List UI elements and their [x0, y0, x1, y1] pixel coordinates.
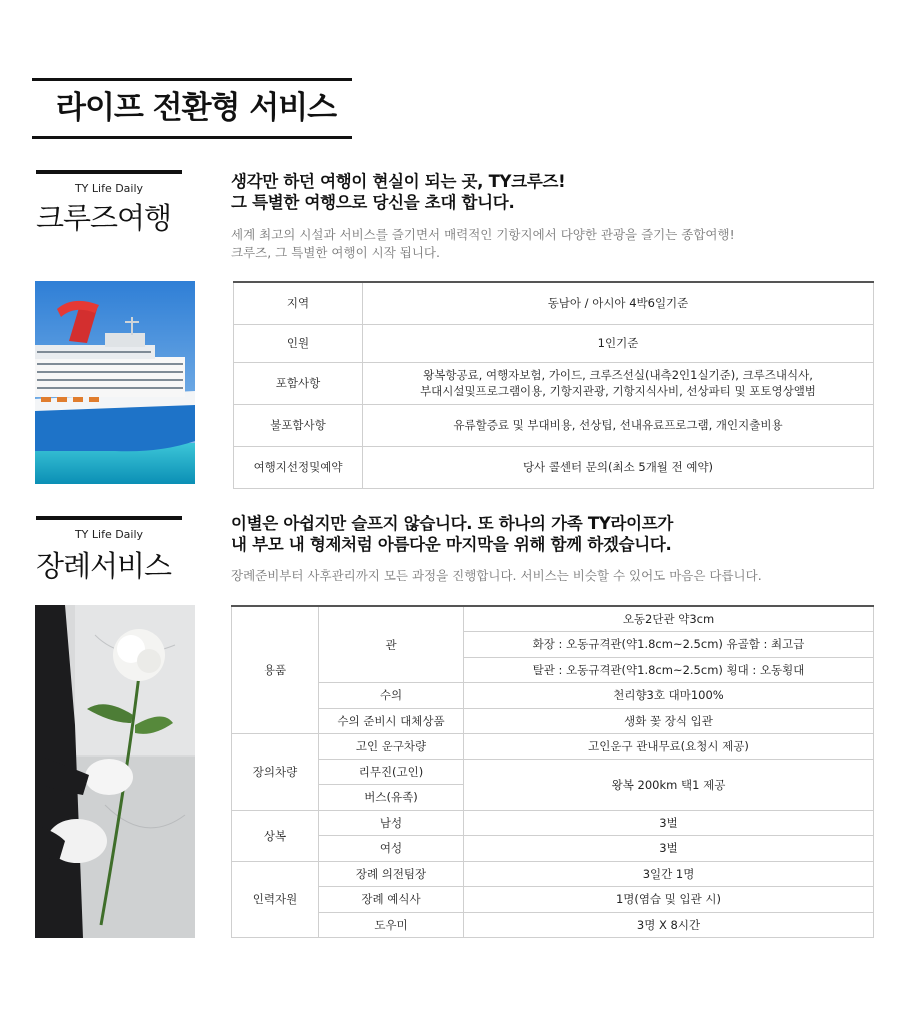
table-row	[232, 887, 874, 913]
cruise-headline-1: 생각만 하던 여행이 현실이 되는 곳, TY크루즈!	[231, 172, 566, 191]
female-value: 3벌	[464, 836, 874, 862]
cruise-description-1: 세계 최고의 시설과 서비스를 즐기면서 매력적인 기항지에서 다양한 관광을 즐기는 종합여행!	[231, 227, 735, 242]
table-row	[232, 759, 874, 785]
item-limousine: 리무진(고인)	[319, 759, 464, 785]
item-helper: 도우미	[319, 912, 464, 938]
funeral-headline-1: 이별은 아쉽지만 슬프지 않습니다. 또 하나의 가족 TY라이프가	[231, 514, 674, 533]
male-value: 3벌	[464, 810, 874, 836]
included-line-1: 왕복항공료, 여행자보험, 가이드, 크루즈선실(내측2인1실기준), 크루즈내식사,	[423, 368, 813, 382]
category-supplies: 용품	[232, 606, 319, 734]
ritual-officiant-value: 1명(염습 및 입관 시)	[464, 887, 874, 913]
cruise-headline-2: 그 특별한 여행으로 당신을 초대 합니다.	[231, 193, 515, 212]
included-line-2: 부대시설및프로그램이용, 기항지관광, 기항지식사비, 선상파티 및 포토영상앨범	[420, 384, 816, 398]
item-bus: 버스(유족)	[319, 785, 464, 811]
cruise-label-bar	[36, 170, 182, 174]
coffin-value-1: 오동2단관 약3cm	[464, 606, 874, 632]
cruise-kicker: TY Life Daily	[74, 182, 144, 195]
table-row	[232, 912, 874, 938]
row-value-people: 1인기준	[363, 324, 874, 362]
row-value-excluded: 유류할증료 및 부대비용, 선상팁, 선내유료프로그램, 개인지출비용	[363, 404, 874, 446]
page-title: 라이프 전환형 서비스	[56, 90, 337, 126]
table-row	[234, 446, 874, 488]
row-label-included: 포함사항	[234, 362, 363, 404]
table-row	[234, 282, 874, 324]
item-male: 남성	[319, 810, 464, 836]
coffin-value-2: 화장 : 오동규격관(약1.8cm~2.5cm) 유골함 : 최고급	[464, 632, 874, 658]
item-hearse: 고인 운구차량	[319, 734, 464, 760]
vehicle-value: 왕복 200km 택1 제공	[464, 759, 874, 810]
table-row	[232, 836, 874, 862]
shroud-value: 천리향3호 대마100%	[464, 683, 874, 709]
item-coffin: 관	[319, 606, 464, 683]
category-vehicle: 장의차량	[232, 734, 319, 811]
team-leader-value: 3일간 1명	[464, 861, 874, 887]
cruise-info-table	[233, 281, 874, 489]
table-row	[234, 324, 874, 362]
table-row	[232, 861, 874, 887]
row-value-included	[363, 362, 874, 404]
funeral-service-table	[231, 605, 874, 938]
item-ritual-officiant: 장례 예식사	[319, 887, 464, 913]
cruise-section-title: 크루즈여행	[36, 201, 172, 235]
funeral-label-bar	[36, 516, 182, 520]
funeral-headline-2: 내 부모 내 형제처럼 아름다운 마지막을 위해 함께 하겠습니다.	[231, 535, 672, 554]
cruise-description-2: 크루즈, 그 특별한 여행이 시작 됩니다.	[231, 245, 440, 260]
row-label-region: 지역	[234, 282, 363, 324]
title-rule-bottom	[32, 136, 352, 139]
white-chrysanthemum-photo	[35, 605, 195, 938]
funeral-description: 장례준비부터 사후관리까지 모든 과정을 진행합니다. 서비스는 비슷할 수 있어도 마음은 다릅니다.	[231, 568, 762, 583]
row-label-booking: 여행지선정및예약	[234, 446, 363, 488]
item-shroud-alternative: 수의 준비시 대체상품	[319, 708, 464, 734]
table-row	[234, 404, 874, 446]
row-label-excluded: 불포함사항	[234, 404, 363, 446]
category-mourning-dress: 상복	[232, 810, 319, 861]
table-row	[234, 362, 874, 404]
row-label-people: 인원	[234, 324, 363, 362]
category-staff: 인력자원	[232, 861, 319, 938]
table-row	[232, 810, 874, 836]
table-row	[232, 606, 874, 632]
row-value-region: 동남아 / 아시아 4박6일기준	[363, 282, 874, 324]
table-row	[232, 708, 874, 734]
helper-value: 3명 X 8시간	[464, 912, 874, 938]
table-row	[232, 683, 874, 709]
title-rule-top	[32, 78, 352, 81]
item-team-leader: 장례 의전팀장	[319, 861, 464, 887]
coffin-value-3: 탈관 : 오동규격관(약1.8cm~2.5cm) 횡대 : 오동횡대	[464, 657, 874, 683]
row-value-booking: 당사 콜센터 문의(최소 5개월 전 예약)	[363, 446, 874, 488]
hearse-value: 고인운구 관내무료(요청시 제공)	[464, 734, 874, 760]
table-row	[232, 734, 874, 760]
item-female: 여성	[319, 836, 464, 862]
item-shroud: 수의	[319, 683, 464, 709]
cruise-ship-photo	[35, 281, 195, 484]
shroud-alternative-value: 생화 꽃 장식 입관	[464, 708, 874, 734]
funeral-kicker: TY Life Daily	[74, 528, 144, 541]
funeral-section-title: 장례서비스	[36, 549, 172, 583]
